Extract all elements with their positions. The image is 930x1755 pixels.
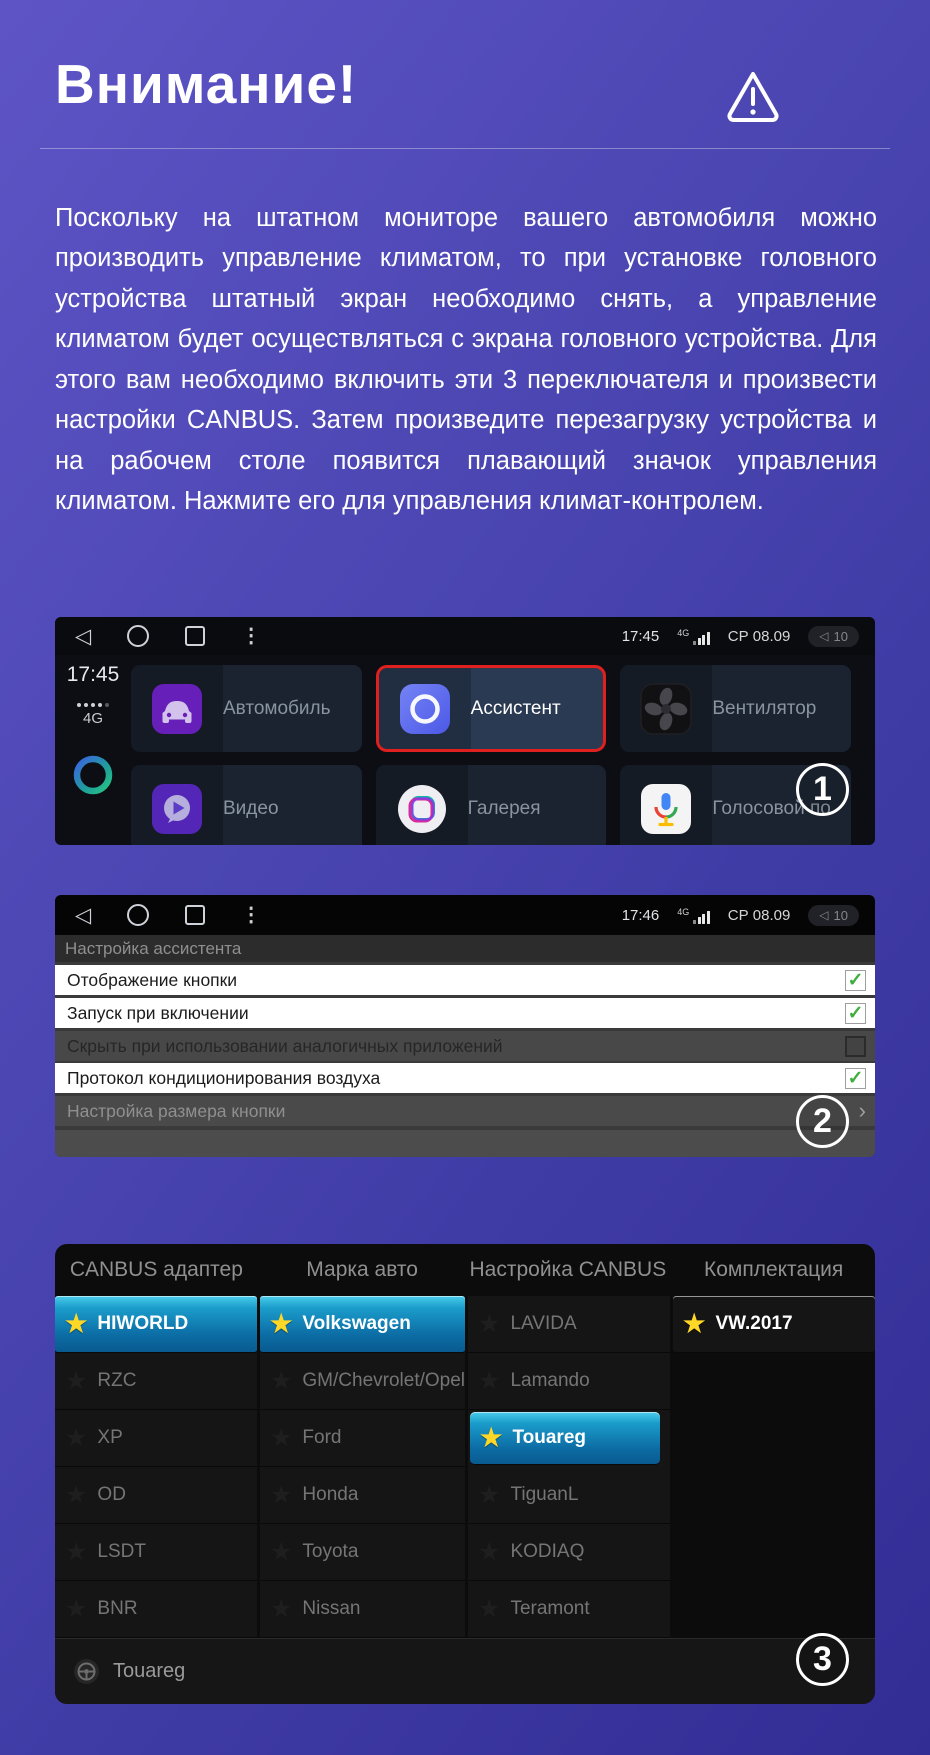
screenshot-assistant-settings xyxy=(55,895,875,1157)
step-badge-2: 2 xyxy=(796,1095,849,1148)
star-icon: ★ xyxy=(269,1423,293,1452)
gallery-icon xyxy=(394,781,450,837)
list-item[interactable]: ★ Volkswagen xyxy=(260,1296,465,1353)
steering-wheel-icon xyxy=(73,1658,100,1685)
list-item[interactable]: ★ LAVIDA xyxy=(468,1296,670,1353)
setting-row-launch-on-start[interactable] xyxy=(55,998,875,1028)
signal-icon: 4G xyxy=(677,628,710,645)
app-card-assistant[interactable] xyxy=(376,665,607,752)
checkbox-checked-icon[interactable] xyxy=(845,1068,866,1089)
list-item[interactable]: ★ Teramont xyxy=(468,1581,670,1638)
canbus-footer xyxy=(55,1638,875,1704)
column-canbus-setting xyxy=(468,1296,670,1638)
settings-section-title: Настройка ассистента xyxy=(55,935,875,962)
checkbox-checked-icon[interactable] xyxy=(845,1003,866,1024)
star-icon: ★ xyxy=(65,1480,88,1509)
warning-triangle-icon xyxy=(724,68,782,126)
list-item[interactable]: ★ Toyota xyxy=(260,1524,465,1581)
volume-indicator[interactable]: ◁ 10 xyxy=(808,626,859,647)
google-mic-icon xyxy=(638,781,694,837)
step-badge-1: 1 xyxy=(796,763,849,816)
star-icon: ★ xyxy=(478,1537,501,1566)
speaker-icon: ◁ xyxy=(819,629,829,643)
star-icon: ★ xyxy=(65,1366,88,1395)
list-item[interactable]: ★ XP xyxy=(55,1410,257,1467)
star-icon: ★ xyxy=(269,1309,293,1338)
setting-label: Настройка размера кнопки xyxy=(67,1100,286,1121)
sidebar-clock: 17:45 xyxy=(66,663,120,686)
page-title: Внимание! xyxy=(55,53,358,115)
setting-row-hide-with-similar-apps[interactable] xyxy=(55,1031,875,1061)
app-grid xyxy=(131,655,875,845)
speaker-icon: ◁ xyxy=(819,908,829,922)
star-icon: ★ xyxy=(65,1423,88,1452)
car-icon xyxy=(149,681,205,737)
fan-icon xyxy=(638,681,694,737)
star-icon: ★ xyxy=(683,1309,706,1338)
checkbox-unchecked-icon[interactable] xyxy=(845,1036,866,1057)
column-trim xyxy=(673,1296,875,1638)
status-time: 17:45 xyxy=(621,627,660,645)
divider xyxy=(40,148,890,149)
screenshot-launcher xyxy=(55,617,875,845)
app-label: Вентилятор xyxy=(712,697,817,719)
recents-icon[interactable] xyxy=(185,626,205,646)
column-header: Настройка CANBUS xyxy=(469,1258,667,1281)
list-item[interactable]: ★ OD xyxy=(55,1467,257,1524)
home-icon[interactable] xyxy=(127,625,149,647)
list-item[interactable]: ★ Ford xyxy=(260,1410,465,1467)
menu-dots-icon[interactable]: ⋮ xyxy=(241,904,262,926)
intro-paragraph: Поскольку на штатном мониторе вашего автомобиля можно производить управление климатом, то при установке головного устройства штатный экран необходимо снять, а управление климатом будет осуществляться с экрана головного устройства. Для этого вам необходимо включить эти 3 переключателя и произвести настройки CANBUS. Затем произведите перезагрузку устройства и на рабочем столе появится плавающий значок управления климатом. Нажмите его для управления климат-контролем. xyxy=(55,203,877,515)
star-icon: ★ xyxy=(480,1423,503,1452)
home-icon[interactable] xyxy=(127,904,149,926)
statusbar xyxy=(55,895,875,935)
setting-label: Протокол кондиционирования воздуха xyxy=(67,1067,381,1088)
column-canbus-adapter xyxy=(55,1296,257,1638)
column-header: Марка авто xyxy=(306,1258,418,1281)
app-card-fan[interactable] xyxy=(620,665,851,752)
setting-label: Запуск при включении xyxy=(67,1002,249,1023)
canbus-column-headers xyxy=(55,1244,875,1296)
settings-footer-area xyxy=(55,1130,875,1157)
app-label: Голосовой по xyxy=(712,797,831,819)
star-icon: ★ xyxy=(478,1594,501,1623)
app-card-gallery[interactable] xyxy=(376,765,607,845)
star-icon: ★ xyxy=(65,1309,88,1338)
list-item[interactable]: ★ TiguanL xyxy=(468,1467,670,1524)
setting-row-ac-protocol[interactable] xyxy=(55,1063,875,1093)
star-icon: ★ xyxy=(478,1480,501,1509)
assistant-icon xyxy=(397,681,453,737)
list-item[interactable]: ★ RZC xyxy=(55,1353,257,1410)
app-card-car[interactable] xyxy=(131,665,362,752)
status-date: СР 08.09 xyxy=(727,627,791,645)
statusbar xyxy=(55,617,875,655)
setting-label: Скрыть при использовании аналогичных приложений xyxy=(67,1035,503,1056)
setting-row-button-size[interactable] xyxy=(55,1096,875,1126)
setting-row-show-button[interactable] xyxy=(55,965,875,995)
recents-icon[interactable] xyxy=(185,905,205,925)
app-card-video[interactable] xyxy=(131,765,362,845)
step-badge-3: 3 xyxy=(796,1633,849,1686)
star-icon: ★ xyxy=(269,1480,293,1509)
assistant-ring-icon[interactable] xyxy=(69,751,117,799)
star-icon: ★ xyxy=(65,1594,88,1623)
selected-model-label: Touareg xyxy=(113,1660,186,1682)
setting-label: Отображение кнопки xyxy=(67,969,238,990)
app-label: Автомобиль xyxy=(223,697,331,719)
list-item[interactable]: ★ HIWORLD xyxy=(55,1296,257,1353)
checkbox-checked-icon[interactable] xyxy=(845,970,866,991)
app-label: Видео xyxy=(223,797,279,819)
chevron-right-icon xyxy=(859,1100,866,1123)
column-header: Комплектация xyxy=(703,1258,844,1281)
star-icon: ★ xyxy=(269,1594,293,1623)
list-item[interactable]: ★ KODIAQ xyxy=(468,1524,670,1581)
back-icon[interactable]: ◁ xyxy=(75,624,92,648)
star-icon: ★ xyxy=(478,1366,501,1395)
signal-dots-icon xyxy=(77,703,109,707)
list-item[interactable]: ★ GM/Chevrolet/Opel xyxy=(260,1353,465,1410)
list-item[interactable]: ★ BNR xyxy=(55,1581,257,1638)
canbus-columns xyxy=(55,1296,875,1638)
column-header: CANBUS адаптер xyxy=(69,1258,243,1281)
status-date: СР 08.09 xyxy=(727,906,791,924)
list-item[interactable]: ★ Nissan xyxy=(260,1581,465,1638)
star-icon: ★ xyxy=(65,1537,88,1566)
app-label: Ассистент xyxy=(470,697,561,719)
star-icon: ★ xyxy=(269,1537,293,1566)
list-item[interactable]: ★ Honda xyxy=(260,1467,465,1524)
volume-indicator[interactable]: ◁ 10 xyxy=(808,905,859,926)
list-item[interactable]: ★ LSDT xyxy=(55,1524,257,1581)
app-label: Галерея xyxy=(467,797,541,819)
video-icon xyxy=(149,781,205,837)
list-item[interactable]: ★ VW.2017 xyxy=(673,1296,875,1353)
menu-dots-icon[interactable]: ⋮ xyxy=(241,625,262,647)
screenshot-canbus-settings xyxy=(55,1244,875,1704)
signal-icon: 4G xyxy=(677,907,710,924)
status-time: 17:46 xyxy=(621,906,660,924)
back-icon[interactable]: ◁ xyxy=(75,903,92,927)
star-icon: ★ xyxy=(478,1309,501,1338)
column-car-brand xyxy=(260,1296,465,1638)
list-item[interactable]: ★ Lamando xyxy=(468,1353,670,1410)
launcher-sidebar xyxy=(55,655,131,845)
star-icon: ★ xyxy=(269,1366,293,1395)
sidebar-network: 4G xyxy=(82,710,103,727)
list-item[interactable]: ★ Touareg xyxy=(470,1412,660,1465)
